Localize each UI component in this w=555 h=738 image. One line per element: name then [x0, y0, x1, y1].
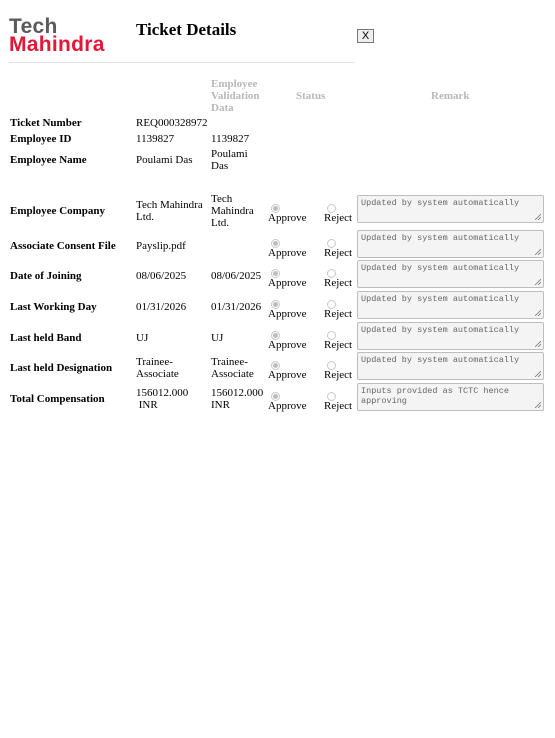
last-held-designation-row [0, 354, 555, 382]
last-held-designation-value-line: Associate [136, 368, 179, 380]
employee-company-remark-text: Updated by system automatically [361, 197, 520, 208]
last-held-designation-validation-line: Trainee- [211, 356, 248, 368]
last-held-band-approve-label[interactable]: Approve [268, 339, 307, 351]
resize-grip-icon[interactable] [534, 278, 541, 285]
date-of-joining-approve-label[interactable]: Approve [268, 277, 307, 289]
total-compensation-value [136, 387, 188, 411]
resize-grip-icon[interactable] [534, 340, 541, 347]
employee-company-approve-label[interactable]: Approve [268, 211, 307, 224]
total-compensation-label: Total Compensation [10, 393, 105, 405]
employee-company-value-line: Ltd. [136, 210, 155, 223]
total-compensation-remark-text: Inputs provided as TCTC hence approving [361, 386, 509, 406]
associate-consent-file-label: Associate Consent File [10, 240, 116, 252]
header-status: Status [296, 90, 326, 102]
employee-company-row [0, 192, 555, 229]
last-working-day-value-line: 01/31/2026 [136, 301, 187, 313]
last-working-day-approve-label[interactable]: Approve [268, 308, 307, 320]
last-held-designation-validation [211, 356, 254, 380]
last-working-day-remark-text: Updated by system automatically [361, 294, 520, 304]
total-compensation-remark-textarea[interactable] [357, 383, 544, 411]
resize-grip-icon[interactable] [534, 309, 541, 316]
last-held-band-reject-label[interactable]: Reject [324, 339, 353, 351]
employee-company-validation-line: Mahindra [211, 204, 254, 217]
date-of-joining-validation [211, 270, 261, 282]
header-validation-line-1: Employee [211, 78, 258, 90]
employee-name-label: Employee Name [10, 154, 87, 166]
ticket-number-value: REQ000328972 [136, 117, 208, 129]
last-held-band-remark-textarea[interactable] [357, 322, 544, 350]
header-validation-line-2: Validation [211, 90, 260, 102]
last-held-band-remark-text: Updated by system automatically [361, 325, 520, 335]
last-held-band-validation-line: UJ [211, 332, 224, 344]
employee-id-label: Employee ID [10, 133, 72, 145]
employee-company-value [136, 199, 203, 223]
date-of-joining-validation-line: 08/06/2025 [211, 270, 262, 282]
last-held-band-value-line: UJ [136, 332, 149, 344]
total-compensation-row [0, 385, 555, 413]
header-remark: Remark [431, 90, 470, 102]
total-compensation-value-line: 156012.000 [136, 387, 189, 399]
employee-company-reject-label[interactable]: Reject [324, 211, 353, 224]
resize-grip-icon[interactable] [534, 213, 541, 220]
resize-grip-icon[interactable] [534, 248, 541, 255]
associate-consent-file-value-line: Payslip.pdf [136, 240, 186, 252]
employee-company-validation-line: Ltd. [211, 216, 230, 229]
last-held-designation-label: Last held Designation [10, 362, 113, 374]
logo-line-2: Mahindra [9, 33, 105, 56]
page-title: Ticket Details [136, 20, 237, 39]
resize-grip-icon[interactable] [534, 370, 541, 377]
last-working-day-validation [211, 301, 261, 313]
total-compensation-validation-line: 156012.000 [211, 387, 264, 399]
associate-consent-file-remark-textarea[interactable] [357, 230, 544, 258]
resize-grip-icon[interactable] [534, 401, 541, 408]
date-of-joining-row [0, 262, 555, 290]
last-held-designation-value-line: Trainee- [136, 356, 173, 368]
last-held-band-value [136, 332, 148, 344]
header-validation [211, 78, 260, 114]
employee-name-value: Poulami Das [136, 154, 193, 166]
total-compensation-reject-label[interactable]: Reject [324, 400, 353, 412]
employee-company-label: Employee Company [10, 204, 106, 217]
total-compensation-validation-line: INR [211, 399, 230, 411]
employee-company-value-line: Tech Mahindra [136, 198, 203, 211]
associate-consent-file-reject-label[interactable]: Reject [324, 247, 353, 259]
tech-mahindra-logo [9, 15, 134, 58]
logo-line-1: Tech [9, 15, 58, 38]
last-held-band-row [0, 324, 555, 352]
last-held-designation-remark-text: Updated by system automatically [361, 355, 520, 365]
last-held-band-label: Last held Band [10, 332, 82, 344]
date-of-joining-label: Date of Joining [10, 270, 82, 282]
employee-company-remark-textarea[interactable] [357, 195, 544, 223]
employee-id-validation: 1139827 [211, 133, 250, 145]
date-of-joining-remark-text: Updated by system automatically [361, 263, 520, 273]
last-working-day-value [136, 301, 186, 313]
last-held-designation-reject-label[interactable]: Reject [324, 369, 353, 381]
date-of-joining-reject-label[interactable]: Reject [324, 277, 353, 289]
associate-consent-file-row [0, 232, 555, 260]
last-working-day-label: Last Working Day [10, 301, 97, 313]
employee-name-validation [211, 148, 248, 172]
associate-consent-file-value [136, 240, 186, 252]
header-divider [9, 62, 354, 63]
employee-id-value: 1139827 [136, 133, 175, 145]
last-working-day-row [0, 293, 555, 321]
last-held-designation-remark-textarea[interactable] [357, 352, 544, 380]
last-held-designation-validation-line: Associate [211, 368, 254, 380]
last-held-designation-value [136, 356, 179, 380]
ticket-number-label: Ticket Number [10, 117, 82, 129]
date-of-joining-remark-textarea[interactable] [357, 260, 544, 288]
last-working-day-reject-label[interactable]: Reject [324, 308, 353, 320]
last-held-band-validation [211, 332, 223, 344]
associate-consent-file-approve-label[interactable]: Approve [268, 247, 307, 259]
total-compensation-approve-label[interactable]: Approve [268, 400, 307, 412]
date-of-joining-value [136, 270, 186, 282]
employee-company-validation [211, 193, 254, 229]
employee-name-validation-line-1: Poulami [211, 148, 248, 160]
associate-consent-file-remark-text: Updated by system automatically [361, 233, 520, 243]
total-compensation-validation [211, 387, 263, 411]
employee-company-validation-line: Tech [211, 192, 233, 205]
date-of-joining-value-line: 08/06/2025 [136, 270, 187, 282]
last-working-day-remark-textarea[interactable] [357, 291, 544, 319]
employee-name-validation-line-2: Das [211, 160, 229, 172]
last-held-designation-approve-label[interactable]: Approve [268, 369, 307, 381]
total-compensation-value-line: INR [136, 399, 158, 411]
close-button[interactable]: X [357, 29, 374, 43]
header-validation-line-3: Data [211, 102, 234, 114]
last-working-day-validation-line: 01/31/2026 [211, 301, 262, 313]
